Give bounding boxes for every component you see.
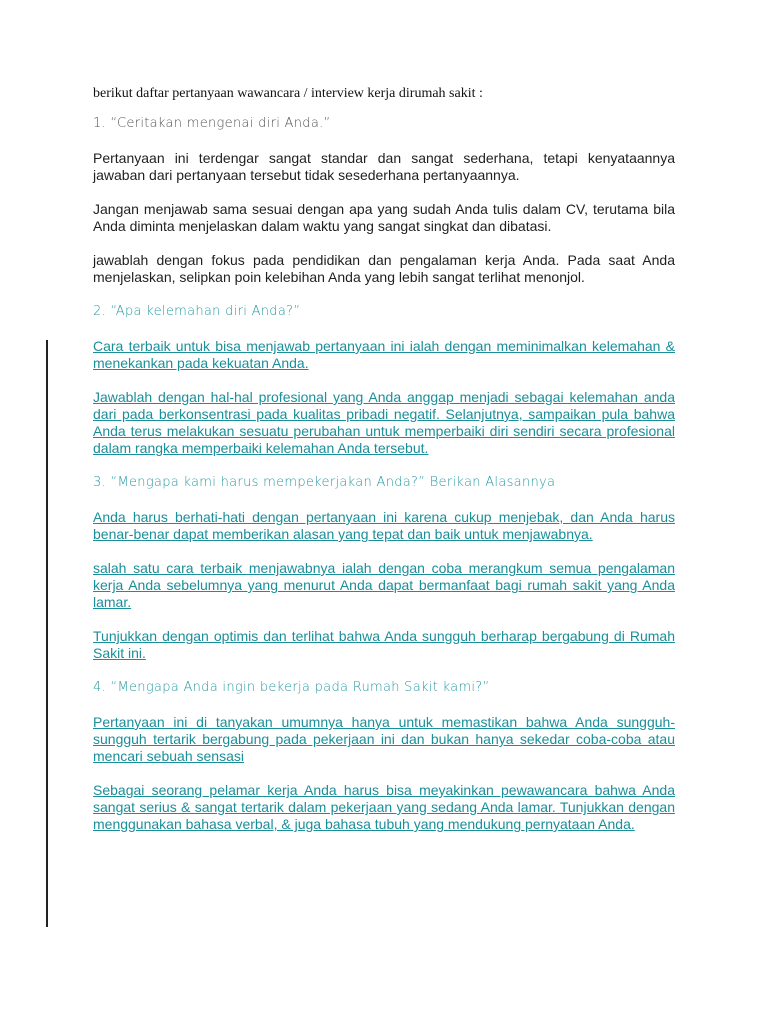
question-3-paragraph-link[interactable]: Tunjukkan dengan optimis dan terlihat bahwa Anda sungguh berharap bergabung di Rumah Sakit ini.	[93, 628, 675, 661]
question-2-paragraph-link[interactable]: Jawablah dengan hal-hal profesional yang Anda anggap menjadi sebagai kelemahan anda dari pada berkonsentrasi pada kualitas pribadi negatif. Selanjutnya, sampaikan pula bahwa Anda terus melakukan sesuatu perubahan untuk memperbaiki diri sendiri secara profesional dalam rangka memperbaiki kelemahan Anda tersebut.	[93, 389, 675, 456]
question-4-paragraph-link[interactable]: Sebagai seorang pelamar kerja Anda harus bisa meyakinkan pewawancara bahwa Anda sangat serius & sangat tertarik dalam pekerjaan yang sedang Anda lamar. Tunjukkan dengan menggunakan bahasa verbal, & juga bahasa tubuh yang mendukung pernyataan Anda.	[93, 782, 675, 832]
question-3-heading[interactable]: 3. “Mengapa kami harus mempekerjakan Anda?” Berikan Alasannya	[93, 475, 556, 490]
question-2-heading[interactable]: 2. “Apa kelemahan diri Anda?”	[93, 304, 301, 319]
question-1-paragraph: Jangan menjawab sama sesuai dengan apa yang sudah Anda tulis dalam CV, terutama bila Anda diminta menjelaskan dalam waktu yang sangat singkat dan dibatasi.	[93, 201, 675, 234]
question-1-paragraph: Pertanyaan ini terdengar sangat standar dan sangat sederhana, tetapi kenyataannya jawaban dari pertanyaan tersebut tidak sesederhana pertanyaannya.	[93, 150, 675, 183]
document-body	[93, 85, 675, 850]
question-1-heading: 1. “Ceritakan mengenai diri Anda.”	[93, 116, 331, 131]
question-1-paragraph: jawablah dengan fokus pada pendidikan dan pengalaman kerja Anda. Pada saat Anda menjelaskan, selipkan poin kelebihan Anda yang lebih sangat terlihat menonjol.	[93, 252, 675, 285]
question-3-paragraph-link[interactable]: Anda harus berhati-hati dengan pertanyaan ini karena cukup menjebak, dan Anda harus benar-benar dapat memberikan alasan yang tepat dan baik untuk menjawabnya.	[93, 509, 675, 542]
question-3-paragraph-link[interactable]: salah satu cara terbaik menjawabnya ialah dengan coba merangkum semua pengalaman kerja Anda sebelumnya yang menurut Anda dapat bermanfaat bagi rumah sakit yang Anda lamar.	[93, 560, 675, 610]
intro-line: berikut daftar pertanyaan wawancara / interview kerja dirumah sakit :	[93, 86, 483, 101]
revision-change-bar	[46, 340, 48, 927]
question-4-paragraph-link[interactable]: Pertanyaan ini di tanyakan umumnya hanya untuk memastikan bahwa Anda sungguh-sungguh tertarik bergabung pada pekerjaan ini dan bukan hanya sekedar coba-coba atau mencari sebuah sensasi	[93, 714, 675, 764]
question-4-heading[interactable]: 4. “Mengapa Anda ingin bekerja pada Rumah Sakit kami?”	[93, 680, 490, 695]
question-2-paragraph-link[interactable]: Cara terbaik untuk bisa menjawab pertanyaan ini ialah dengan meminimalkan kelemahan & menekankan pada kekuatan Anda.	[93, 338, 675, 371]
